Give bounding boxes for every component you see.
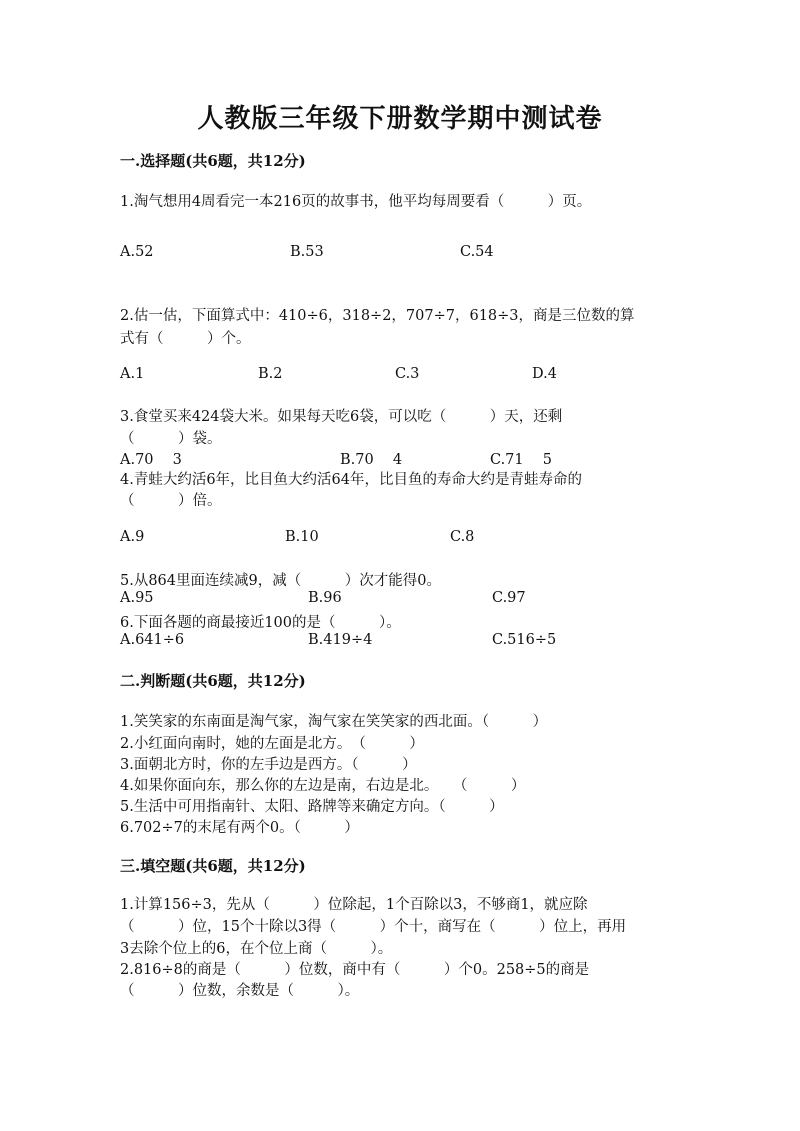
option-c[interactable]: C.516÷5 (492, 632, 557, 648)
fill-item-2-line-1: 2.816÷8的商是（ ）位数，商中有（ ）个0。258÷5的商是 (120, 962, 590, 978)
judgment-item-4: 4.如果你面向东，那么你的左边是南，右边是北。 （ ） (120, 778, 526, 794)
option-a[interactable]: A.1 (120, 366, 145, 382)
question-3-text-line-2: （ ）袋。 (120, 431, 222, 447)
option-c[interactable]: C.97 (492, 590, 526, 606)
question-4-options (120, 529, 680, 549)
option-b[interactable]: B.96 (308, 590, 342, 606)
option-d[interactable]: D.4 (532, 366, 557, 382)
question-6-options (120, 632, 680, 652)
judgment-item-3: 3.面朝北方时，你的左手边是西方。（ ） (120, 757, 417, 773)
question-6-text: 6.下面各题的商最接近100的是（ ）。 (120, 615, 401, 631)
option-a[interactable]: A.52 (120, 244, 154, 260)
question-4-text-line-1: 4.青蛙大约活6年，比目鱼大约活64年，比目鱼的寿命大约是青蛙寿命的 (120, 472, 583, 488)
question-1-text: 1.淘气想用4周看完一本216页的故事书，他平均每周要看（ ）页。 (120, 194, 592, 210)
option-a[interactable]: A.95 (120, 590, 154, 606)
option-c[interactable]: C.54 (460, 244, 494, 260)
question-2-text-line-2: 式有（ ）个。 (120, 331, 251, 347)
option-c[interactable]: C.3 (395, 366, 420, 382)
option-b[interactable]: B.53 (290, 244, 324, 260)
option-b[interactable]: B.2 (258, 366, 283, 382)
fill-item-1-line-1: 1.计算156÷3，先从（ ）位除起，1个百除以3，不够商1，就应除 (120, 897, 588, 913)
option-a[interactable]: A.70 3 (120, 452, 182, 468)
question-3-options (120, 448, 680, 468)
option-a[interactable]: A.9 (120, 529, 145, 545)
question-2-text-line-1: 2.估一估，下面算式中：410÷6，318÷2，707÷7，618÷3，商是三位数的算 (120, 308, 635, 324)
judgment-item-1: 1.笑笑家的东南面是淘气家，淘气家在笑笑家的西北面。（ ） (120, 714, 548, 730)
question-5-options (120, 590, 680, 610)
page-title: 人教版三年级下册数学期中测试卷 (197, 104, 603, 134)
question-2-options (120, 366, 680, 386)
section-heading-fill-blank: 三.填空题(共6题，共12分) (120, 857, 306, 875)
question-5-text: 5.从864里面连续减9，减（ ）次才能得0。 (120, 573, 441, 589)
section-heading-judgment: 二.判断题(共6题，共12分) (120, 672, 306, 690)
judgment-item-5: 5.生活中可用指南针、太阳、路牌等来确定方向。（ ） (120, 799, 504, 815)
option-a[interactable]: A.641÷6 (120, 632, 185, 648)
question-4-text-line-2: （ ）倍。 (120, 493, 222, 509)
option-b[interactable]: B.10 (285, 529, 319, 545)
question-3-text-line-1: 3.食堂买来424袋大米。如果每天吃6袋，可以吃（ ）天，还剩 (120, 409, 563, 425)
option-c[interactable]: C.8 (450, 529, 475, 545)
section-heading-choice: 一.选择题(共6题，共12分) (120, 152, 306, 170)
judgment-item-6: 6.702÷7的末尾有两个0。（ ） (120, 820, 359, 836)
question-1-options (120, 244, 680, 264)
judgment-item-2: 2.小红面向南时，她的左面是北方。 （ ） (120, 736, 424, 752)
fill-item-1-line-3: 3去除个位上的6，在个位上商（ ）。 (120, 941, 393, 957)
fill-item-2-line-2: （ ）位数，余数是（ ）。 (120, 983, 360, 999)
option-b[interactable]: B.419÷4 (308, 632, 373, 648)
fill-item-1-line-2: （ ）位，15个十除以3得（ ）个十，商写在（ ）位上，再用 (120, 919, 627, 935)
option-b[interactable]: B.70 4 (340, 452, 403, 468)
option-c[interactable]: C.71 5 (490, 452, 552, 468)
